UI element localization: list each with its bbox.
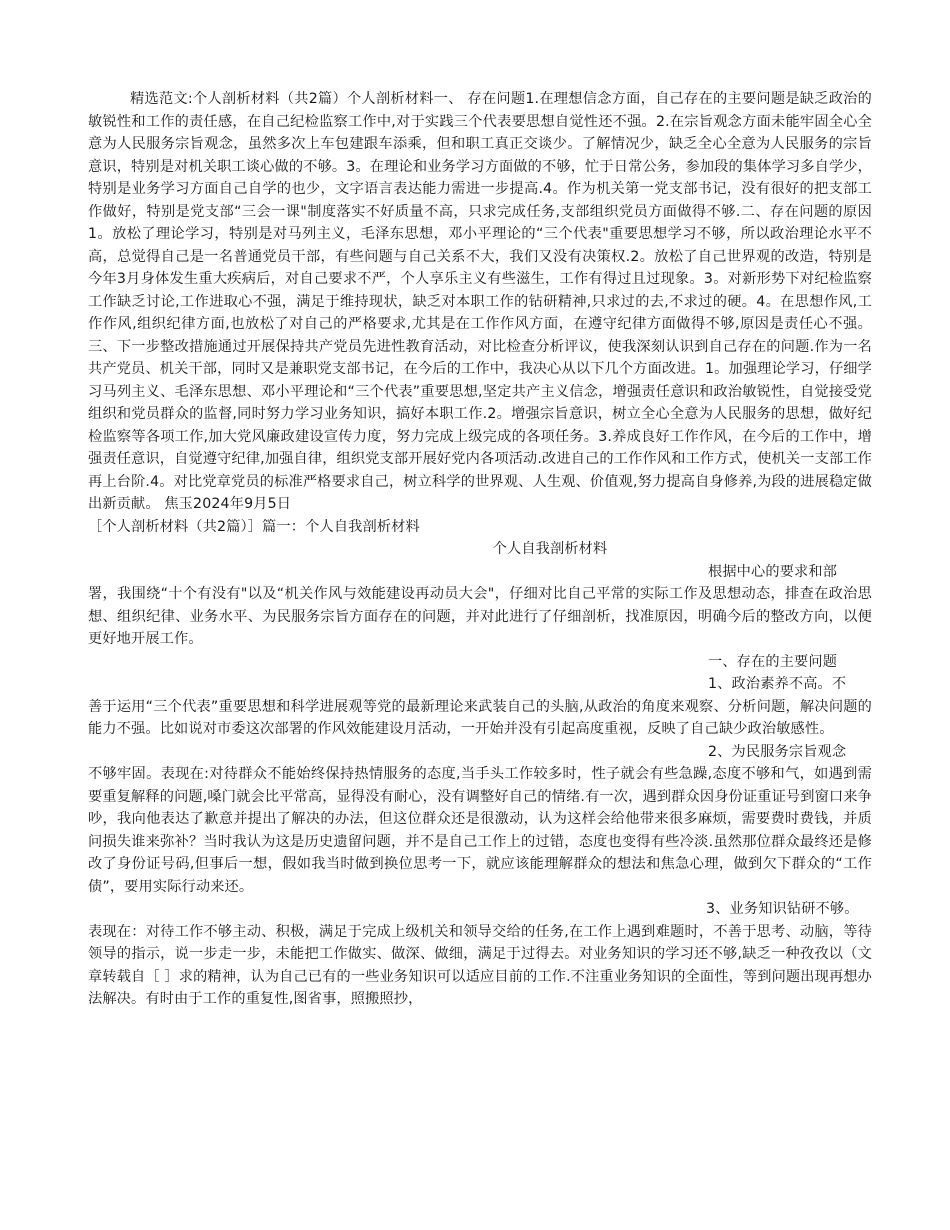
section-heading-problems: 一、存在的主要问题 [708, 653, 838, 670]
item1-heading: 1、政治素养不高。不 [708, 676, 847, 692]
intro-paragraph: 署，我围绕“十个有没有"以及“机关作风与效能建设再动员大会"，仔细对比自己平常的实际工作及思想动态，排查在政治思想、组织纪律、业务水平、为民服务宗旨方面存在的问题，并对此进行了仔细剖析，找准原因，明确今后的整改方向，以便更好地开展工作。 [88, 586, 872, 647]
section-heading-line: ［个人剖析材料（共2篇）］篇一：个人自我剖析材料 [88, 518, 420, 535]
intro-start: 根据中心的要求和部 [708, 563, 838, 580]
item2-paragraph: 不够牢固。表现在:对待群众不能始终保持热情服务的态度,当手头工作较多时，性子就会有些急躁,态度不够和气，如遇到需要重复解释的问题,嗓门就会比平常高，显得没有耐心，没有调整好自己的情绪.有一次，遇到群众因身份证重证号到窗口来争吵，我向他表达了歉意并提出了解决的办法，但这位群众还是很激动，认为这样会给他带来很多麻烦，需要费时费钱，并质问损失谁来弥补？当时我认为这是历史遗留问题，并不是自己工作上的过错，态度也变得有些冷淡.虽然那位群众最终还是修改了身份证号码,但事后一想，假如我当时做到换位思考一下，就应该能理解群众的想法和焦急心理，做到欠下群众的“工作债”，要用实际行动来还。 [88, 766, 872, 895]
item3-heading: 3、业务知识钻研不够。 [706, 901, 859, 917]
paragraph-article-one: 精选范文:个人剖析材料（共2篇）个人剖析材料一、 存在问题1.在理想信念方面，自己存在的主要问题是缺乏政治的敏锐性和工作的责任感，在自己纪检监察工作中,对于实践三个代表要思想自觉性还不强。2.在宗旨观念方面未能牢固全心全意为人民服务宗旨观念，虽然多次上车包建跟车添乘，但和职工真正交谈少。了解情况少，缺乏全心全意为人民服务的宗旨意识，特别是对机关职工谈心做的不够。3。在理论和业务学习方面做的不够，忙于日常公务，参加段的集体学习多自学少，特别是业务学习方面自己自学的也少，文字语言表达能力需进一步提高.4。作为机关第一党支部书记，没有很好的把支部工作做好，特别是党支部“三会一课"制度落实不好质量不高，只求完成任务,支部组织党员方面做得不够.二、存在问题的原因1。放松了理论学习，特别是对马列主义，毛泽东思想，邓小平理论的“三个代表"重要思想学习不够，所以政治理论水平不高，总觉得自己是一名普通党员干部，有些问题与自己关系不大，我们又没有决策权.2。放松了自己世界观的改造，特别是今年3月身体发生重大疾病后，对自己要求不严，个人享乐主义有些滋生，工作有得过且过现象。3。对新形势下对纪检监察工作缺乏讨论,工作进取心不强，满足于维持现状，缺乏对本职工作的钻研精神,只求过的去,不求过的硬。4。在思想作风,工作作风,组织纪律方面,也放松了对自己的严格要求,尤其是在工作作风方面，在遵守纪律方面做得不够,原因是责任心不强。三、下一步整改措施通过开展保持共产党员先进性教育活动，对比检查分析评议，使我深刻认识到自己存在的问题.作为一名共产党员、机关干部，同时又是兼职党支部书记，在今后的工作中，我决心从以下几个方面改进。1。加强理论学习，仔细学习马列主义、毛泽东思想、邓小平理论和“三个代表”重要思想,坚定共产主义信念，增强责任意识和政治敏锐性，自觉接受党组织和党员群众的监督,同时努力学习业务知识，搞好本职工作.2。增强宗旨意识，树立全心全意为人民服务的思想，做好纪检监察等各项工作,加大党风廉政建设宣传力度，努力完成上级完成的各项任务。3.养成良好工作作风，在今后的工作中，增强责任意识，自觉遵守纪律,加强自律，组织党支部开展好党内各项活动.改进自己的工作作风和工作方式，使机关一支部工作再上台阶.4。对比党章党员的标准严格要求自己，树立科学的世界观、人生观、价值观,努力提高自身修养,为段的进展稳定做出新贡献。 焦玉2024年9月5日 [88, 91, 872, 512]
item3-paragraph: 表现在：对待工作不够主动、积极，满足于完成上级机关和领导交给的任务,在工作上遇到难题时，不善于思考、动脑，等待领导的指示，说一步走一步，未能把工作做实、做深、做细，满足于过得去。对业务知识的学习还不够,缺乏一种孜孜以（文章转载自［ ］求的精神，认为自己已有的一些业务知识可以适应目前的工作.不注重业务知识的全面性，等到问题出现再想办法解决。有时由于工作的重复性,图省事，照搬照抄， [88, 923, 872, 1007]
item2-heading: 2、为民服务宗旨观念 [708, 743, 847, 760]
item1-paragraph: 善于运用“三个代表”重要思想和科学进展观等党的最新理论来武装自己的头脑,从政治的角度来观察、分析问题，解决问题的能力不强。比如说对市委这次部署的作风效能建设月活动，一开始并没有引起高度重视，反映了自己缺少政治敏感性。 [88, 698, 872, 737]
document-title: 个人自我剖析材料 [492, 541, 608, 557]
